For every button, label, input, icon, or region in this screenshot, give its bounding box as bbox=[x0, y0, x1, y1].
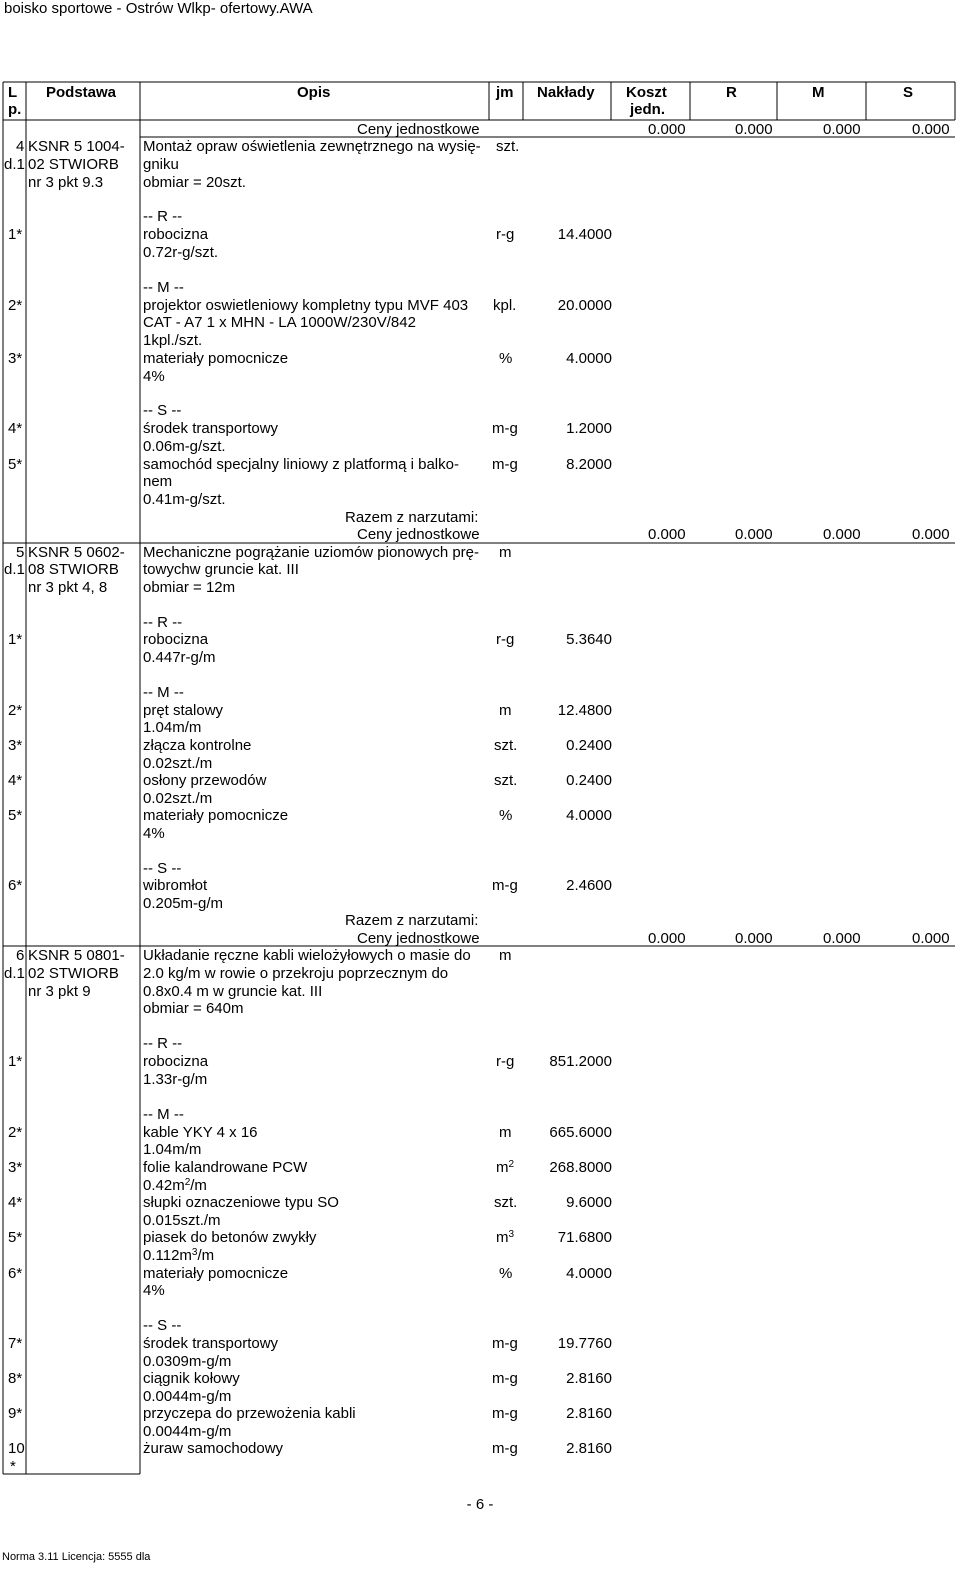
row-basis: 02 STWIORB bbox=[28, 156, 119, 173]
item-name: projektor oswietleniowy kompletny typu MVF 403 bbox=[143, 297, 469, 314]
header-koszt: Koszt bbox=[626, 84, 667, 101]
item-value: 2.4600 bbox=[566, 877, 612, 894]
item-value: 2.8160 bbox=[566, 1370, 612, 1387]
page-number: - 6 - bbox=[466, 1496, 494, 1513]
row-description: towychw gruncie kat. III bbox=[143, 561, 299, 578]
item-value: 20.0000 bbox=[557, 297, 612, 314]
item-jm: m bbox=[499, 1124, 512, 1141]
item-norm: 1.04m/m bbox=[143, 1141, 202, 1158]
row-d: d.1 bbox=[4, 965, 25, 982]
razem-label: Razem z narzutami: bbox=[345, 509, 479, 526]
item-name: kable YKY 4 x 16 bbox=[143, 1124, 258, 1141]
item-norm: 4% bbox=[143, 825, 165, 842]
ceny-koszt: 0.000 bbox=[648, 121, 686, 138]
row-basis: nr 3 pkt 9.3 bbox=[28, 174, 104, 191]
row-basis: nr 3 pkt 4, 8 bbox=[28, 579, 108, 596]
item-no: 4* bbox=[8, 420, 23, 437]
norm-exponent: 3 bbox=[191, 1247, 198, 1258]
item-value: 1.2000 bbox=[566, 420, 612, 437]
header-podstawa: Podstawa bbox=[46, 84, 117, 101]
item-name: robocizna bbox=[143, 631, 209, 648]
item-jm: szt. bbox=[494, 772, 518, 789]
item-value: 268.8000 bbox=[549, 1159, 612, 1176]
group-r: -- R -- bbox=[143, 614, 183, 631]
item-value: 4.0000 bbox=[566, 1265, 612, 1282]
item-norm: 1.04m/m bbox=[143, 719, 202, 736]
item-no: 1* bbox=[8, 1053, 23, 1070]
row-d: d.1 bbox=[4, 156, 25, 173]
item-value: 2.8160 bbox=[566, 1405, 612, 1422]
item-jm: m-g bbox=[492, 456, 518, 473]
item-name: osłony przewodów bbox=[143, 772, 267, 789]
item-value: 0.2400 bbox=[566, 772, 612, 789]
row-d: d.1 bbox=[4, 561, 25, 578]
item-jm: % bbox=[499, 1265, 513, 1282]
item-name: środek transportowy bbox=[143, 420, 279, 437]
item-value: 19.7760 bbox=[557, 1335, 612, 1352]
item-no: 5* bbox=[8, 1229, 23, 1246]
row-number: 6 bbox=[16, 947, 25, 964]
item-jm bbox=[496, 1159, 514, 1176]
ceny-m: 0.000 bbox=[823, 121, 861, 138]
item-value: 4.0000 bbox=[566, 350, 612, 367]
header-naklady: Nakłady bbox=[537, 84, 595, 101]
item-norm: 0.0309m-g/m bbox=[143, 1353, 232, 1370]
ceny-r: 0.000 bbox=[735, 526, 773, 543]
row-description: Mechaniczne pogrążanie uziomów pionowych prę- bbox=[143, 544, 480, 561]
group-m: -- M -- bbox=[143, 1106, 184, 1123]
header-koszt-jedn: jedn. bbox=[630, 101, 666, 118]
group-r: -- R -- bbox=[143, 1035, 183, 1052]
ceny-label: Ceny jednostkowe bbox=[357, 121, 480, 138]
razem-label: Razem z narzutami: bbox=[345, 912, 479, 929]
item-name: materiały pomocnicze bbox=[143, 807, 289, 824]
item-name: słupki oznaczeniowe typu SO bbox=[143, 1194, 339, 1211]
item-norm: 4% bbox=[143, 368, 165, 385]
item-name: materiały pomocnicze bbox=[143, 350, 289, 367]
row-basis: nr 3 pkt 9 bbox=[28, 983, 91, 1000]
norm-base: 0.112m bbox=[143, 1247, 192, 1264]
item-no: 7* bbox=[8, 1335, 23, 1352]
row-basis: KSNR 5 0801- bbox=[28, 947, 125, 964]
item-jm: % bbox=[499, 350, 513, 367]
item-no: 1* bbox=[8, 226, 23, 243]
item-value: 8.2000 bbox=[566, 456, 612, 473]
item-jm: m-g bbox=[492, 1335, 518, 1352]
ceny-koszt: 0.000 bbox=[648, 930, 686, 947]
item-norm: 0.015szt./m bbox=[143, 1212, 221, 1229]
item-value: 0.2400 bbox=[566, 737, 612, 754]
item-norm: 0.41m-g/szt. bbox=[143, 491, 226, 508]
norm-suffix: /m bbox=[190, 1177, 207, 1194]
group-m: -- M -- bbox=[143, 684, 184, 701]
item-no: 3* bbox=[8, 737, 23, 754]
item-value: 4.0000 bbox=[566, 807, 612, 824]
item-value: 2.8160 bbox=[566, 1440, 612, 1457]
item-value: 665.6000 bbox=[549, 1124, 612, 1141]
ceny-s: 0.000 bbox=[912, 121, 950, 138]
item-name: piasek do betonów zwykły bbox=[143, 1229, 317, 1246]
item-jm: m-g bbox=[492, 420, 518, 437]
item-jm: m-g bbox=[492, 1440, 518, 1457]
group-r: -- R -- bbox=[143, 208, 183, 225]
item-no: 5* bbox=[8, 807, 23, 824]
item-value: 9.6000 bbox=[566, 1194, 612, 1211]
item-jm: m-g bbox=[492, 877, 518, 894]
jm-base: m bbox=[496, 1229, 509, 1246]
item-norm: 1.33r-g/m bbox=[143, 1071, 208, 1088]
row-description: Montaż opraw oświetlenia zewnętrznego na wysię- bbox=[143, 138, 481, 155]
item-norm: 0.06m-g/szt. bbox=[143, 438, 226, 455]
item-norm: 0.205m-g/m bbox=[143, 895, 224, 912]
ceny-koszt: 0.000 bbox=[648, 526, 686, 543]
item-norm: 0.0044m-g/m bbox=[143, 1423, 232, 1440]
item-no: 6* bbox=[8, 877, 23, 894]
ceny-r: 0.000 bbox=[735, 121, 773, 138]
ceny-m: 0.000 bbox=[823, 930, 861, 947]
item-no: 4* bbox=[8, 772, 23, 789]
item-name: żuraw samochodowy bbox=[143, 1440, 284, 1457]
group-m: -- M -- bbox=[143, 279, 184, 296]
item-no-cont: * bbox=[10, 1458, 16, 1475]
item-no: 3* bbox=[8, 350, 23, 367]
item-jm: m bbox=[499, 702, 512, 719]
item-name: pręt stalowy bbox=[143, 702, 224, 719]
item-name-cont: CAT - A7 1 x MHN - LA 1000W/230V/842 bbox=[143, 314, 416, 331]
row-description: gniku bbox=[143, 156, 179, 173]
item-norm: 0.02szt./m bbox=[143, 755, 213, 772]
item-jm: r-g bbox=[496, 631, 515, 648]
row-basis: KSNR 5 0602- bbox=[28, 544, 125, 561]
group-s: -- S -- bbox=[143, 1317, 182, 1334]
item-no: 2* bbox=[8, 702, 23, 719]
item-jm: szt. bbox=[494, 1194, 518, 1211]
row-unit: m bbox=[499, 947, 512, 964]
item-value: 5.3640 bbox=[566, 631, 612, 648]
item-name: ciągnik kołowy bbox=[143, 1370, 240, 1387]
item-value: 851.2000 bbox=[549, 1053, 612, 1070]
item-jm: % bbox=[499, 807, 513, 824]
header-lp-2: p. bbox=[8, 101, 22, 118]
header-opis: Opis bbox=[297, 84, 331, 101]
ceny-label: Ceny jednostkowe bbox=[357, 526, 480, 543]
item-norm: 0.447r-g/m bbox=[143, 649, 216, 666]
header-lp: L bbox=[8, 84, 18, 101]
ceny-r: 0.000 bbox=[735, 930, 773, 947]
item-norm: 1kpl./szt. bbox=[143, 332, 203, 349]
item-no: 6* bbox=[8, 1265, 23, 1282]
item-jm: m-g bbox=[492, 1370, 518, 1387]
item-no: 1* bbox=[8, 631, 23, 648]
item-jm bbox=[496, 1229, 514, 1246]
item-jm: r-g bbox=[496, 1053, 515, 1070]
row-description: obmiar = 20szt. bbox=[143, 174, 246, 191]
norm-exponent: 2 bbox=[184, 1177, 191, 1188]
window-title: boisko sportowe - Ostrów Wlkp- ofertowy.AWA bbox=[4, 0, 313, 17]
row-description: 2.0 kg/m w rowie o przekroju poprzecznym do bbox=[143, 965, 449, 982]
item-name: wibromłot bbox=[143, 877, 208, 894]
norm-suffix: /m bbox=[197, 1247, 215, 1264]
item-name: materiały pomocnicze bbox=[143, 1265, 289, 1282]
header-s: S bbox=[903, 84, 914, 101]
footer-license: Norma 3.11 Licencja: 5555 dla bbox=[2, 1551, 151, 1563]
item-norm: 4% bbox=[143, 1282, 165, 1299]
item-name: robocizna bbox=[143, 226, 209, 243]
norm-base: 0.42m bbox=[143, 1177, 185, 1194]
row-number: 5 bbox=[16, 544, 25, 561]
item-jm: szt. bbox=[494, 737, 518, 754]
item-norm: 0.72r-g/szt. bbox=[143, 244, 219, 261]
item-no: 3* bbox=[8, 1159, 23, 1176]
header-r: R bbox=[726, 84, 737, 101]
item-no: 8* bbox=[8, 1370, 23, 1387]
ceny-label: Ceny jednostkowe bbox=[357, 930, 480, 947]
item-no: 9* bbox=[8, 1405, 23, 1422]
item-value: 12.4800 bbox=[557, 702, 612, 719]
header-jm: jm bbox=[496, 84, 514, 101]
item-name: przyczepa do przewożenia kabli bbox=[143, 1405, 356, 1422]
ceny-m: 0.000 bbox=[823, 526, 861, 543]
item-name-cont: nem bbox=[143, 473, 173, 490]
item-no: 5* bbox=[8, 456, 23, 473]
item-value: 71.6800 bbox=[557, 1229, 612, 1246]
item-name: środek transportowy bbox=[143, 1335, 279, 1352]
row-description: Układanie ręczne kabli wielożyłowych o masie do bbox=[143, 947, 471, 964]
item-no: 4* bbox=[8, 1194, 23, 1211]
row-number: 4 bbox=[16, 138, 25, 155]
row-basis: 08 STWIORB bbox=[28, 561, 119, 578]
item-no: 2* bbox=[8, 297, 23, 314]
row-unit: m bbox=[499, 544, 512, 561]
item-norm: 0.0044m-g/m bbox=[143, 1388, 232, 1405]
item-jm: r-g bbox=[496, 226, 515, 243]
item-norm: 0.02szt./m bbox=[143, 790, 213, 807]
item-norm bbox=[143, 1177, 207, 1194]
jm-exponent: 3 bbox=[508, 1229, 515, 1240]
item-no: 2* bbox=[8, 1124, 23, 1141]
ceny-s: 0.000 bbox=[912, 526, 950, 543]
row-description: obmiar = 640m bbox=[143, 1000, 244, 1017]
row-description: 0.8x0.4 m w gruncie kat. III bbox=[143, 983, 323, 1000]
item-jm: kpl. bbox=[493, 297, 517, 314]
header-m: M bbox=[812, 84, 825, 101]
row-description: obmiar = 12m bbox=[143, 579, 236, 596]
item-name: samochód specjalny liniowy z platformą i balko- bbox=[143, 456, 459, 473]
jm-base: m bbox=[496, 1159, 509, 1176]
row-unit: szt. bbox=[496, 138, 520, 155]
jm-exponent: 2 bbox=[508, 1159, 515, 1170]
item-no: 10 bbox=[8, 1440, 25, 1457]
item-norm bbox=[143, 1247, 214, 1264]
group-s: -- S -- bbox=[143, 860, 182, 877]
item-name: robocizna bbox=[143, 1053, 209, 1070]
item-jm: m-g bbox=[492, 1405, 518, 1422]
item-name: folie kalandrowane PCW bbox=[143, 1159, 308, 1176]
item-value: 14.4000 bbox=[557, 226, 612, 243]
group-s: -- S -- bbox=[143, 402, 182, 419]
ceny-s: 0.000 bbox=[912, 930, 950, 947]
item-name: złącza kontrolne bbox=[143, 737, 252, 754]
row-basis: KSNR 5 1004- bbox=[28, 138, 125, 155]
row-basis: 02 STWIORB bbox=[28, 965, 119, 982]
